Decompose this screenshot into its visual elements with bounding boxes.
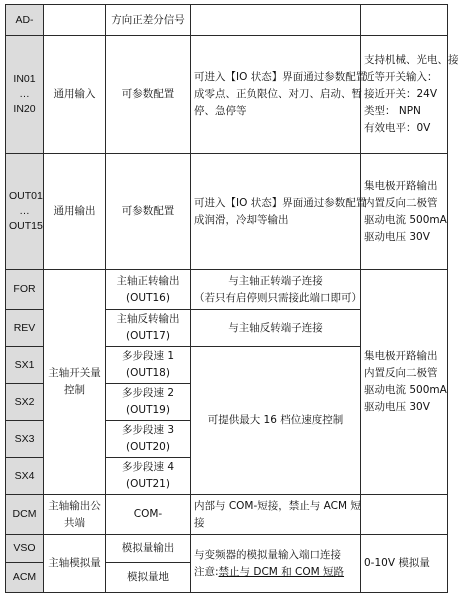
config-cell (106, 458, 191, 495)
output-name: 多步段速 4 (121, 461, 175, 473)
spec-cell: 0-10V 模拟量 (361, 535, 448, 593)
config-cell: 模拟量输出 (106, 535, 191, 563)
spec-table-container (5, 4, 459, 593)
group-line: 主轴开关量 (48, 367, 101, 379)
desc-line: 成润滑，冷却等输出 (194, 213, 289, 226)
config-cell: COM- (106, 495, 191, 535)
spec-line: 驱动电流 500mA (364, 213, 447, 226)
table-row (6, 535, 448, 563)
spec-line: 内置反向二极管 (364, 367, 438, 379)
desc-cell (191, 270, 361, 310)
spec-cell (361, 495, 448, 535)
spec-line: 有效电平：0V (364, 122, 431, 134)
spec-line: 支持机械、光电、接 (364, 54, 459, 66)
output-port: (OUT16) (126, 291, 170, 304)
config-cell (106, 421, 191, 458)
spec-cell (361, 5, 448, 36)
pin-start: OUT01 (9, 190, 43, 202)
output-name: 多步段速 1 (121, 350, 175, 362)
spec-line: 类型： NPN (364, 105, 421, 117)
group-cell (44, 495, 106, 535)
desc-cell (191, 535, 361, 593)
output-port: (OUT21) (126, 478, 170, 490)
group-line: 控制 (64, 384, 85, 396)
pin-cell: REV (6, 310, 44, 347)
desc-line: 与变频器的模拟量输入端口连接 (194, 548, 341, 561)
group-cell: 通用输入 (44, 36, 106, 154)
output-port: (OUT20) (126, 441, 170, 453)
output-name: 主轴反转输出 (116, 313, 180, 325)
config-cell: 可参数配置 (106, 36, 191, 154)
desc-line: 接 (194, 516, 205, 529)
table-row (6, 495, 448, 535)
pin-dots: … (19, 205, 30, 217)
config-cell (106, 384, 191, 421)
group-line: 主轴输出公 (48, 499, 101, 512)
output-name: 主轴正转输出 (116, 274, 180, 287)
output-name: 多步段速 2 (121, 387, 175, 399)
config-cell (106, 347, 191, 384)
pin-cell: FOR (6, 270, 44, 310)
spec-cell (361, 154, 448, 270)
output-port: (OUT18) (126, 367, 170, 379)
pin-cell: ACM (6, 563, 44, 593)
desc-cell: 与主轴反转端子连接 (191, 310, 361, 347)
spec-line: 集电极开路输出 (364, 179, 438, 192)
note-body: 禁止与 DCM 和 COM 短路 (218, 565, 345, 578)
pin-cell: DCM (6, 495, 44, 535)
spec-line: 驱动电压 30V (364, 230, 430, 243)
io-spec-table (5, 4, 459, 593)
note-label: 注意: (194, 565, 219, 578)
pin-cell: SX1 (6, 347, 44, 384)
pin-end: IN20 (13, 103, 36, 115)
pin-cell (6, 154, 44, 270)
desc-note-line (194, 564, 357, 581)
desc-line: （若只有启停则只需接此端口即可） (194, 291, 362, 304)
output-port: (OUT19) (126, 404, 170, 416)
desc-line: 与主轴正转端子连接 (228, 274, 323, 287)
desc-cell (191, 5, 361, 36)
pin-start: IN01 (13, 73, 36, 85)
spec-line: 内置反向二极管 (364, 196, 438, 209)
table-row (6, 36, 448, 154)
config-cell: 可参数配置 (106, 154, 191, 270)
desc-line: 成零点、正负限位、对刀、启动、暂 (194, 88, 362, 100)
pin-cell: SX2 (6, 384, 44, 421)
spec-cell (361, 36, 459, 154)
desc-line: 可进入【IO 状态】界面通过参数配置 (194, 71, 367, 83)
pin-cell: VSO (6, 535, 44, 563)
config-cell: 模拟量地 (106, 563, 191, 593)
pin-end: OUT15 (9, 220, 43, 232)
table-row (6, 154, 448, 270)
config-cell (106, 270, 191, 310)
group-cell (44, 5, 106, 36)
table-row (6, 5, 448, 36)
spec-line: 近等开关输入： (364, 71, 438, 83)
desc-cell (191, 495, 361, 535)
desc-cell (191, 36, 367, 154)
group-cell (44, 270, 106, 495)
spec-line: 驱动电压 30V (364, 401, 430, 413)
pin-cell (6, 36, 44, 154)
table-row (6, 270, 448, 310)
desc-line: 可进入【IO 状态】界面通过参数配置 (194, 196, 367, 209)
pin-cell: AD- (6, 5, 44, 36)
spec-cell (361, 270, 448, 495)
output-name: 多步段速 3 (121, 424, 175, 436)
desc-cell (191, 154, 367, 270)
spec-line: 驱动电流 500mA (364, 384, 447, 396)
group-line: 共端 (64, 516, 85, 529)
pin-cell: SX4 (6, 458, 44, 495)
desc-line: 停、急停等 (194, 105, 247, 117)
desc-cell: 可提供最大 16 档位速度控制 (191, 347, 361, 495)
group-cell: 通用输出 (44, 154, 106, 270)
pin-dots: … (19, 88, 30, 100)
desc-line: 内部与 COM-短接，禁止与 ACM 短 (194, 499, 361, 512)
group-cell: 主轴模拟量 (44, 535, 106, 593)
pin-cell: SX3 (6, 421, 44, 458)
spec-line: 集电极开路输出 (364, 350, 438, 362)
config-cell (106, 310, 191, 347)
config-cell: 方向正差分信号 (106, 5, 191, 36)
spec-line: 接近开关：24V (364, 88, 438, 100)
output-port: (OUT17) (126, 330, 170, 342)
